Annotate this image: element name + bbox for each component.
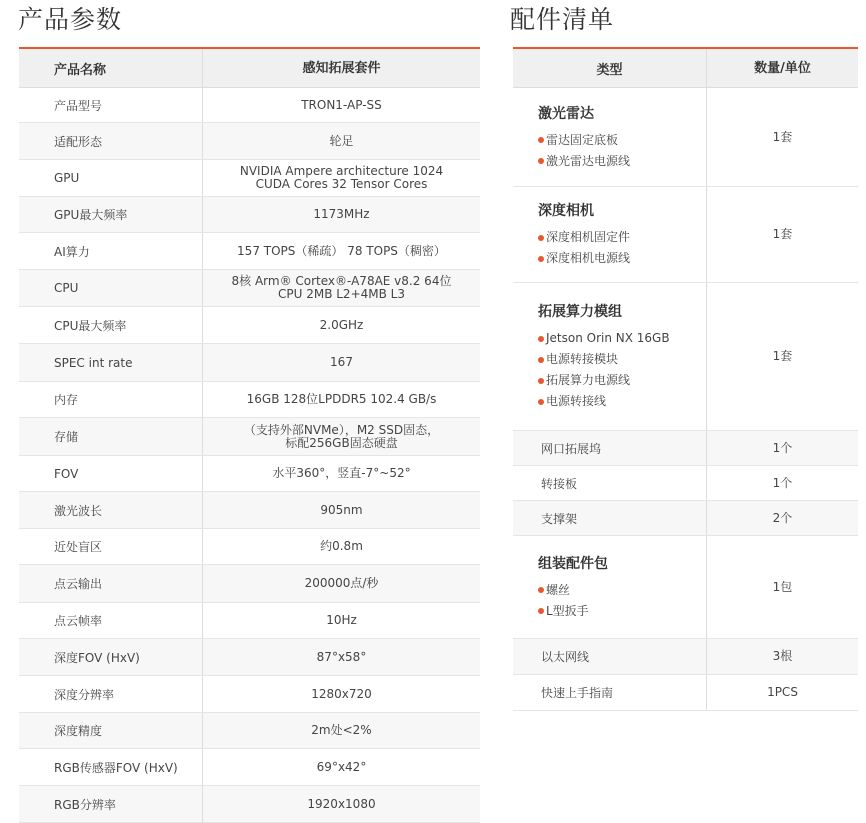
- spec-value-line: 约0.8m: [320, 539, 363, 553]
- spec-value: [203, 749, 480, 785]
- spec-label: CPU: [19, 270, 203, 306]
- parts-label: 转接板: [513, 466, 707, 500]
- spec-label: 点云输出: [19, 565, 203, 602]
- parts-group-item: [538, 391, 606, 412]
- parts-row: [513, 466, 858, 501]
- parts-group-title: 深度相机: [538, 203, 594, 219]
- parts-group-item: [538, 227, 630, 248]
- spec-value-line: 1920x1080: [307, 796, 376, 811]
- parts-group-item-label: 电源转接模块: [546, 352, 619, 366]
- parts-label: 网口拓展坞: [513, 431, 707, 465]
- spec-value-line: 8核 Arm® Cortex®-A78AE v8.2 64位: [231, 274, 452, 288]
- spec-value: [203, 344, 480, 381]
- parts-qty: 1套: [772, 349, 793, 363]
- spec-value-line: 水平360°，竖直-7°~52°: [272, 466, 411, 480]
- parts-qty: 1包: [772, 579, 793, 594]
- spec-value: [203, 603, 480, 638]
- parts-group-item-label: 深度相机固定件: [546, 230, 631, 244]
- spec-value-line: NVIDIA Ampere architecture 1024: [239, 164, 444, 178]
- parts-group-row: [513, 88, 858, 187]
- parts-group-item: [538, 151, 630, 172]
- spec-title: 产品参数: [18, 5, 123, 34]
- bullet-dot-icon: [538, 357, 544, 363]
- parts-row: [513, 501, 858, 536]
- parts-header-type: 类型: [513, 49, 707, 87]
- spec-value-line: 2.0GHz: [319, 317, 364, 332]
- spec-value-line: 200000点/秒: [304, 576, 379, 590]
- spec-value-line: 1173MHz: [313, 207, 370, 221]
- parts-group-item: [538, 370, 630, 391]
- spec-value-line: 轮足: [329, 133, 354, 148]
- bullet-dot-icon: [538, 587, 544, 593]
- spec-label: 适配形态: [19, 123, 203, 159]
- parts-qty: 1套: [772, 227, 793, 241]
- spec-value: [203, 123, 480, 159]
- spec-value: [203, 197, 480, 232]
- parts-qty: 1个: [772, 475, 793, 490]
- spec-value: [203, 639, 480, 675]
- spec-label: 内存: [19, 382, 203, 417]
- parts-header: [513, 49, 858, 88]
- spec-label: GPU: [19, 160, 203, 196]
- spec-value: [203, 270, 480, 306]
- spec-value: [203, 676, 480, 712]
- bullet-dot-icon: [538, 608, 544, 614]
- parts-group-row: [513, 536, 858, 639]
- spec-value-line: 16GB 128位LPDDR5 102.4 GB/s: [246, 392, 437, 406]
- spec-value: [203, 160, 480, 196]
- spec-value-line: 2m处<2%: [311, 723, 372, 737]
- spec-row: [19, 233, 480, 270]
- parts-group-item-label: 螺丝: [546, 582, 571, 597]
- spec-value-line: TRON1-AP-SS: [301, 97, 382, 112]
- parts-qty: 2个: [772, 510, 793, 525]
- spec-row: [19, 713, 480, 749]
- parts-group-item-label: 雷达固定底板: [546, 132, 619, 147]
- spec-row: [19, 197, 480, 233]
- spec-value: [203, 307, 480, 343]
- spec-label: 深度精度: [19, 713, 203, 748]
- bullet-dot-icon: [538, 336, 544, 342]
- spec-label: SPEC int rate: [19, 344, 203, 381]
- parts-qty: 1PCS: [767, 685, 798, 699]
- parts-label: 快速上手指南: [513, 675, 707, 710]
- spec-value: [203, 233, 480, 269]
- spec-header-value: 感知拓展套件: [302, 60, 381, 76]
- spec-value-line: 167: [330, 355, 353, 369]
- parts-group-item-label: 激光雷达电源线: [546, 153, 631, 168]
- spec-value-line: 69°x42°: [316, 759, 367, 774]
- spec-value: [203, 565, 480, 602]
- bullet-dot-icon: [538, 256, 544, 262]
- spec-label: 近处盲区: [19, 529, 203, 564]
- spec-label: AI算力: [19, 233, 203, 269]
- spec-value-line: CUDA Cores 32 Tensor Cores: [255, 177, 428, 191]
- spec-label: 产品型号: [19, 88, 203, 122]
- parts-group-item: [538, 349, 618, 370]
- spec-row: [19, 270, 480, 307]
- parts-group-item: [538, 248, 630, 269]
- spec-value-line: CPU 2MB L2+4MB L3: [278, 287, 405, 301]
- parts-group-title: 激光雷达: [538, 105, 594, 122]
- spec-row: [19, 749, 480, 786]
- spec-value-line: 1280x720: [311, 686, 372, 701]
- spec-value: [203, 88, 480, 122]
- parts-group-row: [513, 283, 858, 431]
- spec-header-name: 产品名称: [19, 49, 203, 87]
- spec-value: [203, 492, 480, 528]
- parts-group-item: [538, 601, 589, 622]
- parts-row: [513, 675, 858, 711]
- spec-table: [19, 47, 480, 823]
- parts-group-cell: [513, 187, 707, 282]
- parts-title: 配件清单: [510, 5, 615, 34]
- spec-row: [19, 344, 480, 382]
- parts-group-item-label: 深度相机电源线: [546, 251, 631, 265]
- spec-value: [203, 786, 480, 822]
- spec-value-line: 905nm: [320, 502, 363, 517]
- spec-label: 深度FOV (HxV): [19, 639, 203, 675]
- parts-qty: 3根: [772, 649, 793, 663]
- parts-header-qty: 数量/单位: [754, 60, 811, 76]
- spec-value: [203, 713, 480, 748]
- parts-label: 支撑架: [513, 501, 707, 535]
- parts-group-item-label: Jetson Orin NX 16GB: [546, 331, 670, 345]
- bullet-dot-icon: [538, 137, 544, 143]
- spec-value-line: 157 TOPS（稀疏） 78 TOPS（稠密）: [237, 243, 446, 258]
- spec-value: [203, 382, 480, 417]
- spec-label: 点云帧率: [19, 603, 203, 638]
- spec-value-line: 标配256GB固态硬盘: [285, 435, 398, 450]
- spec-row: [19, 160, 480, 197]
- parts-group-row: [513, 187, 858, 283]
- spec-label: RGB传感器FOV (HxV): [19, 749, 203, 785]
- spec-row: [19, 382, 480, 418]
- spec-row: [19, 492, 480, 529]
- spec-row: [19, 603, 480, 639]
- spec-value-line: 10Hz: [326, 613, 357, 627]
- spec-label: CPU最大频率: [19, 307, 203, 343]
- parts-qty: 1套: [772, 129, 793, 144]
- spec-row: [19, 676, 480, 713]
- spec-row: [19, 88, 480, 123]
- spec-label: GPU最大频率: [19, 197, 203, 232]
- parts-group-item-label: 电源转接线: [546, 394, 607, 408]
- spec-label: RGB分辨率: [19, 786, 203, 822]
- parts-group-item: [538, 328, 670, 349]
- parts-group-item: [538, 580, 570, 601]
- parts-label: 以太网线: [513, 639, 707, 674]
- spec-value-line: （支持外部NVMe），M2 SSD固态，: [243, 422, 440, 437]
- spec-row: [19, 123, 480, 160]
- spec-value: [203, 529, 480, 564]
- parts-group-cell: [513, 283, 707, 430]
- spec-value: [203, 456, 480, 491]
- parts-group-title: 组装配件包: [538, 555, 608, 572]
- bullet-dot-icon: [538, 378, 544, 384]
- spec-label: FOV: [19, 456, 203, 491]
- spec-row: [19, 639, 480, 676]
- parts-table: [513, 47, 858, 711]
- parts-qty: 1个: [772, 440, 793, 455]
- parts-row: [513, 639, 858, 675]
- spec-row: [19, 456, 480, 492]
- spec-row: [19, 529, 480, 565]
- parts-group-cell: [513, 88, 707, 186]
- spec-value: [203, 418, 480, 455]
- spec-row: [19, 307, 480, 344]
- spec-label: 深度分辨率: [19, 676, 203, 712]
- parts-group-cell: [513, 536, 707, 638]
- parts-group-item: [538, 130, 618, 151]
- spec-row: [19, 565, 480, 603]
- parts-group-item-label: 拓展算力电源线: [546, 373, 631, 387]
- parts-row: [513, 431, 858, 466]
- parts-group-item-label: L型扳手: [546, 603, 589, 618]
- bullet-dot-icon: [538, 158, 544, 164]
- spec-label: 存储: [19, 418, 203, 455]
- bullet-dot-icon: [538, 399, 544, 405]
- spec-row: [19, 418, 480, 456]
- spec-value-line: 87°x58°: [316, 649, 367, 664]
- spec-header: [19, 49, 480, 88]
- spec-row: [19, 786, 480, 823]
- spec-label: 激光波长: [19, 492, 203, 528]
- bullet-dot-icon: [538, 235, 544, 241]
- parts-group-title: 拓展算力模组: [538, 304, 622, 320]
